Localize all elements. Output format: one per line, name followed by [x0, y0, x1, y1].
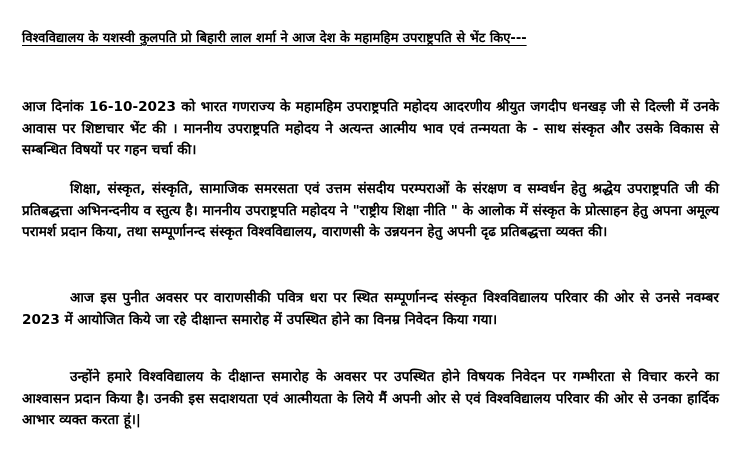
document-heading: विश्वविद्यालय के यशस्वी कुलपति प्रो बिहारी लाल शर्मा ने आज देश के महामहिम उपराष्ट्रपति से भेंट किए--- [22, 31, 527, 46]
paragraph-invitation: आज इस पुनीत अवसर पर वाराणसीकी पवित्र धरा पर स्थित सम्पूर्णानन्द संस्कृत विश्वविद्यालय परिवार की ओर से उनसे नवम्बर 2023 में आयोजित किये जा रहे दीक्षान्त समारोह में उपस्थित होने का विनम्र निवेदन किया गया। [22, 290, 719, 328]
paragraph-commitment: शिक्षा, संस्कृत, संस्कृति, सामाजिक समरसता एवं उत्तम संसदीय परम्पराओं के संरक्षण व सम्वर्धन हेतु श्रद्धेय उपराष्ट्रपति जी की प्रतिबद्धत्ता अभिनन्दनीय व स्तुत्य है। माननीय उपराष्ट्रपति महोदय ने "राष्ट्रीय शिक्षा नीति " के आलोक में संस्कृत के प्रोत्साहन हेतु अपना अमूल्य परामर्श प्रदान किया, तथा सम्पूर्णानन्द संस्कृत विश्वविद्यालय, वाराणसी के उन्नयनन हेतु अपनी दृढ प्रतिबद्धत्ता व्यक्त की। [22, 181, 719, 240]
paragraph-gratitude: उन्होंने हमारे विश्वविद्यालय के दीक्षान्त समारोह के अवसर पर उपस्थित होने विषयक निवेदन पर गम्भीरता से विचार करने का आश्वासन प्रदान किया है। उनकी इस सदाशयता एवं आत्मीयता के लिये मैं अपनी ओर से एवं विश्वविद्यालय परिवार की ओर से उनका हार्दिक आभार व्यक्त करता हूं।| [22, 369, 719, 428]
paragraph-meeting-details: आज दिनांक 16-10-2023 को भारत गणराज्य के महामहिम उपराष्ट्रपति महोदय आदरणीय श्रीयुत जगदीप धनखड़ जी से दिल्ली में उनके आवास पर शिष्टाचार भेंट की । माननीय उपराष्ट्रपति महोदय ने अत्यन्त आत्मीय भाव एवं तन्मयता के - साथ संस्कृत और उसके विकास से सम्बन्धित विषयों पर गहन चर्चा की। [22, 99, 719, 158]
